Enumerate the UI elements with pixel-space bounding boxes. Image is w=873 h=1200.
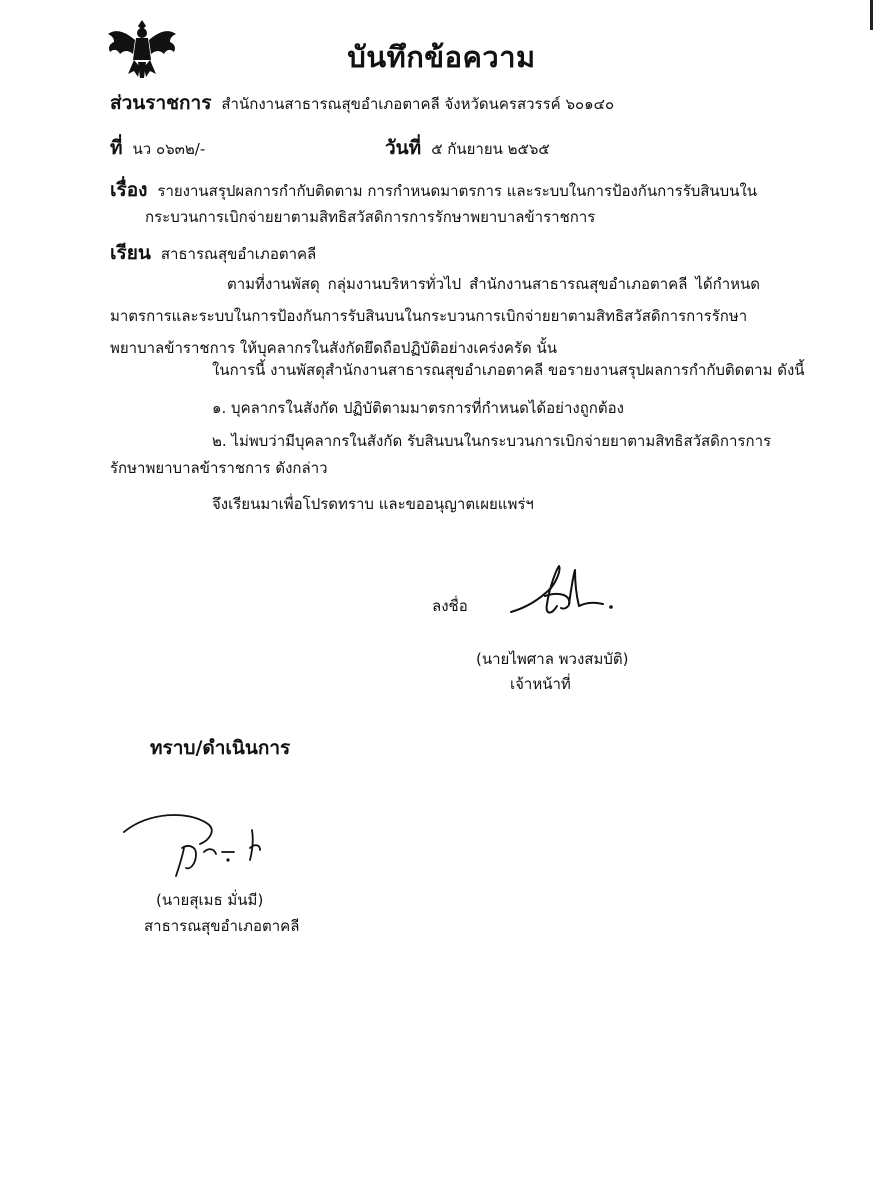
sign-label: ลงชื่อ	[432, 597, 468, 615]
body-paragraph-1-text: ตามที่งานพัสดุ กลุ่มงานบริหารทั่วไป สำนักงานสาธารณสุขอำเภอตาคลี ได้กำหนดมาตรการและระบบในการป้องกันการรับสินบนในกระบวนการเบิกจ่ายยาตามสิทธิสวัสดิการการรักษาพยาบาลข้าราชการ ให้บุคลากรในสังกัดยึดถือปฏิบัติอย่างเคร่งครัด นั้น	[110, 275, 760, 357]
document-title: บันทึกข้อความ	[347, 40, 536, 74]
agency-value: สำนักงานสาธารณสุขอำเภอตาคลี จังหวัดนครสวรรค์ ๖๐๑๔๐	[221, 95, 615, 113]
to-row	[110, 242, 316, 265]
to-label: เรียน	[110, 242, 151, 264]
subject-label: เรื่อง	[110, 179, 148, 201]
date-label: วันที่	[385, 137, 422, 159]
official-name: (นายไพศาล พวงสมบัติ)	[476, 650, 629, 668]
ref-value: นว ๐๖๓๒/-	[132, 140, 206, 158]
signature-mark-director	[118, 808, 268, 880]
date-row	[385, 137, 550, 160]
agency-row	[110, 92, 614, 115]
list-item-1: ๑. บุคลากรในสังกัด ปฏิบัติตามมาตรการที่กำหนดได้อย่างถูกต้อง	[212, 399, 624, 417]
body-paragraph-2: ในการนี้ งานพัสดุสำนักงานสาธารณสุขอำเภอตาคลี ขอรายงานสรุปผลการกำกับติดตาม ดังนี้	[212, 361, 805, 379]
signature-mark-official	[505, 562, 617, 626]
director-name: (นายสุเมธ มั่นมี)	[156, 891, 264, 909]
to-value: สาธารณสุขอำเภอตาคลี	[160, 245, 317, 263]
list-item-2-line-1: ๒. ไม่พบว่ามีบุคลากรในสังกัด รับสินบนในกระบวนการเบิกจ่ายยาตามสิทธิสวัสดิการการ	[212, 432, 772, 450]
agency-label: ส่วนราชการ	[110, 92, 212, 114]
subject-line-1: รายงานสรุปผลการกำกับติดตาม การกำหนดมาตรการ และระบบในการป้องกันการรับสินบนใน	[157, 182, 758, 200]
director-position: สาธารณสุขอำเภอตาคลี	[144, 917, 300, 935]
subject-line-2: กระบวนการเบิกจ่ายยาตามสิทธิสวัสดิการการรักษาพยาบาลข้าราชการ	[145, 208, 596, 226]
ref-row	[110, 137, 205, 160]
closing-line: จึงเรียนมาเพื่อโปรดทราบ และขออนุญาตเผยแพร่ฯ	[212, 495, 534, 513]
acknowledge-label: ทราบ/ดำเนินการ	[150, 737, 291, 759]
official-position: เจ้าหน้าที่	[510, 675, 571, 693]
ref-label: ที่	[110, 137, 123, 159]
body-paragraph-1	[110, 268, 760, 364]
list-item-2-line-2: รักษาพยาบาลข้าราชการ ดังกล่าว	[110, 459, 328, 477]
date-value: ๕ กันยายน ๒๕๖๕	[431, 140, 550, 158]
subject-row	[110, 179, 757, 202]
